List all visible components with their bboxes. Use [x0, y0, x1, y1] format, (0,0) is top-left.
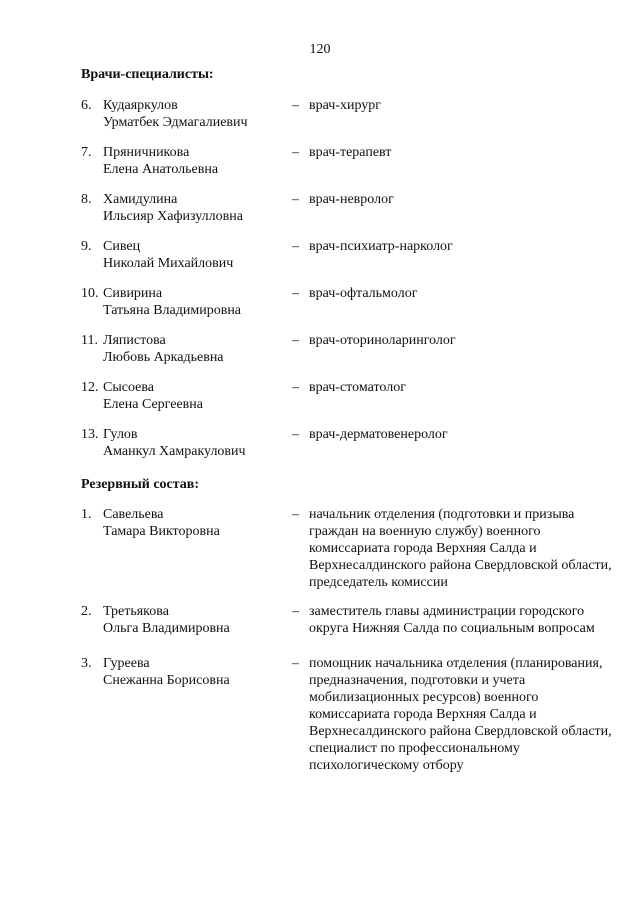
surname: Третьякова: [103, 604, 169, 619]
given-names: Елена Сергеевна: [103, 397, 203, 412]
item-number: 12.: [81, 380, 99, 395]
dash: –: [292, 507, 299, 522]
person-name: [103, 97, 248, 131]
person-name: [103, 506, 220, 540]
dash: –: [292, 604, 299, 619]
person-name: [103, 238, 233, 272]
surname: Гулов: [103, 427, 138, 442]
dash: –: [292, 380, 299, 395]
role: помощник начальника отделения (планирования, предназначения, подготовки и учета мобилизационных ресурсов) военного комиссариата города Верхняя Салда и Верхнесалдинского района Свердловской области, специалист по профессиональному психологическому отбору: [309, 656, 612, 773]
surname: Пряничникова: [103, 145, 190, 160]
surname: Хамидулина: [103, 192, 178, 207]
dash: –: [292, 239, 299, 254]
given-names: Николай Михайлович: [103, 256, 234, 271]
dash: –: [292, 145, 299, 160]
role: врач-офтальмолог: [309, 286, 418, 301]
dash: –: [292, 98, 299, 113]
person-name: [103, 379, 203, 413]
person-name: [103, 332, 224, 366]
item-number: 10.: [81, 286, 99, 301]
item-number: 3.: [81, 656, 92, 671]
person-name: [103, 191, 243, 225]
given-names: Любовь Аркадьевна: [103, 350, 224, 365]
section-title-doctors: Врачи-специалисты:: [81, 67, 214, 82]
surname: Кудаяркулов: [103, 98, 178, 113]
role: врач-терапевт: [309, 145, 392, 160]
surname: Ляпистова: [103, 333, 166, 348]
dash: –: [292, 656, 299, 671]
dash: –: [292, 427, 299, 442]
role: начальник отделения (подготовки и призыва граждан на военную службу) военного комиссариата города Верхняя Салда и Верхнесалдинского района Свердловской области, председатель комиссии: [309, 507, 612, 590]
given-names: Ольга Владимировна: [103, 621, 230, 636]
surname: Сивец: [103, 239, 141, 254]
role: врач-оториноларинголог: [309, 333, 456, 348]
given-names: Ильсияр Хафизулловна: [103, 209, 243, 224]
item-number: 7.: [81, 145, 92, 160]
item-number: 8.: [81, 192, 92, 207]
item-number: 2.: [81, 604, 92, 619]
given-names: Елена Анатольевна: [103, 162, 219, 177]
given-names: Тамара Викторовна: [103, 524, 220, 539]
surname: Гуреева: [103, 656, 150, 671]
page-number: 120: [309, 42, 331, 57]
dash: –: [292, 333, 299, 348]
item-number: 11.: [81, 333, 98, 348]
role: врач-дерматовенеролог: [309, 427, 448, 442]
person-name: [103, 144, 218, 178]
given-names: Снежанна Борисовна: [103, 673, 230, 688]
person-name: [103, 426, 246, 460]
given-names: Татьяна Владимировна: [103, 303, 242, 318]
role: врач-невролог: [309, 192, 394, 207]
role: врач-хирург: [309, 98, 382, 113]
dash: –: [292, 286, 299, 301]
item-number: 9.: [81, 239, 92, 254]
dash: –: [292, 192, 299, 207]
person-name: [103, 285, 241, 319]
role: заместитель главы администрации городского округа Нижняя Салда по социальным вопросам: [309, 604, 595, 636]
person-name: [103, 655, 230, 689]
given-names: Урматбек Эдмагалиевич: [103, 115, 248, 130]
item-number: 13.: [81, 427, 99, 442]
item-number: 1.: [81, 507, 92, 522]
surname: Сивирина: [103, 286, 163, 301]
person-name: [103, 603, 230, 637]
given-names: Аманкул Хамракулович: [103, 444, 246, 459]
surname: Сысоева: [103, 380, 154, 395]
role: врач-стоматолог: [309, 380, 406, 395]
surname: Савельева: [103, 507, 164, 522]
section-title-reserve: Резервный состав:: [81, 477, 200, 492]
role: врач-психиатр-нарколог: [309, 239, 453, 254]
item-number: 6.: [81, 98, 92, 113]
